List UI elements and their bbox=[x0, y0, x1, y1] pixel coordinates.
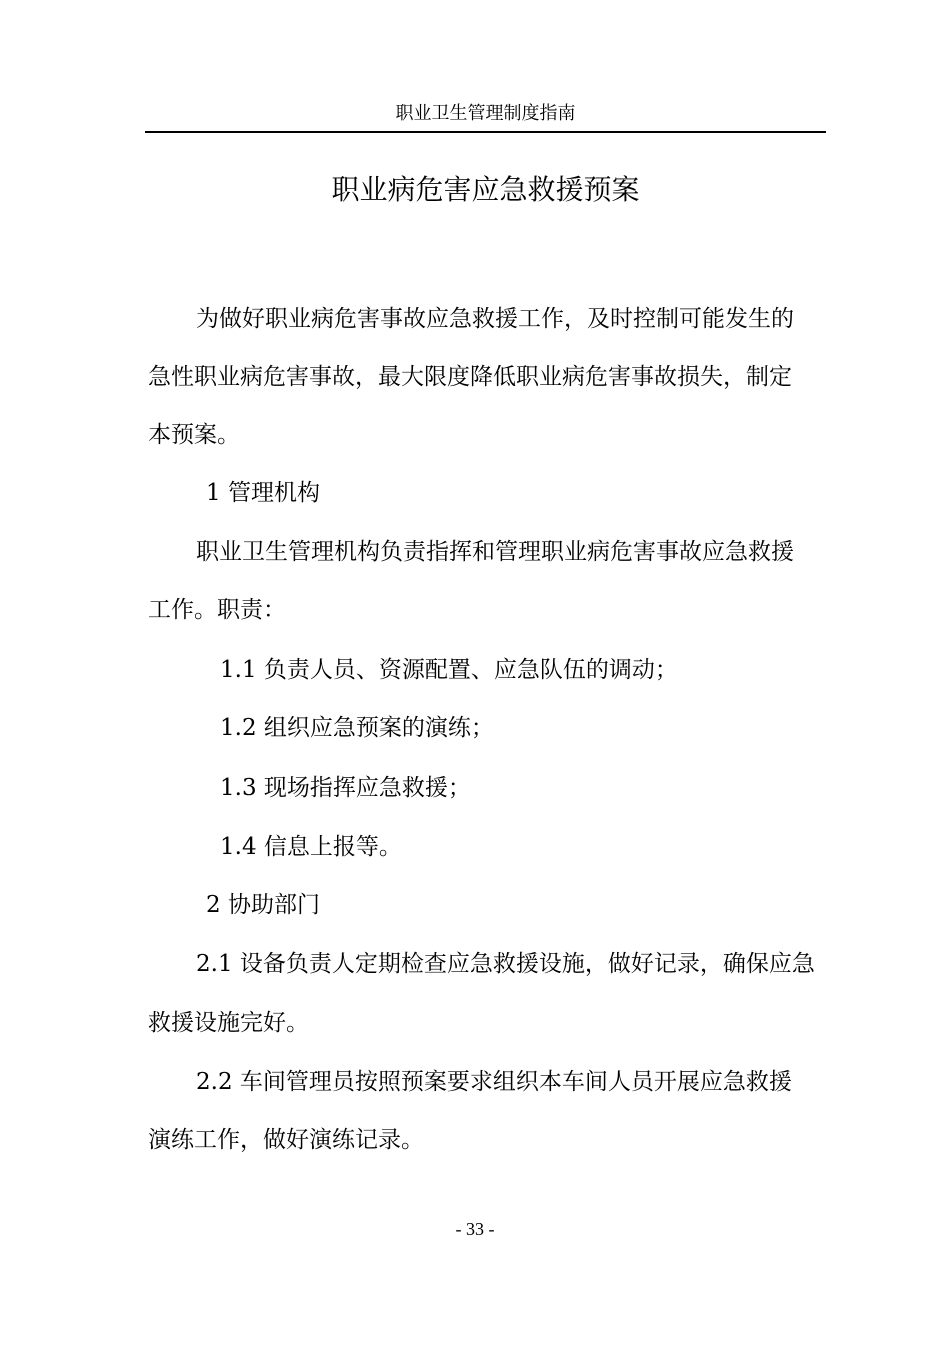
intro-line-2: 急性职业病危害事故，最大限度降低职业病危害事故损失，制定 bbox=[148, 364, 792, 390]
list-item-1-4: 1.4 信息上报等。 bbox=[220, 834, 402, 860]
section1-body-line-2: 工作。职责： bbox=[148, 597, 286, 623]
section2-item2-line-2: 演练工作，做好演练记录。 bbox=[148, 1127, 424, 1153]
section-heading-management: 1 管理机构 bbox=[206, 480, 320, 506]
list-item-1-3: 1.3 现场指挥应急救援； bbox=[220, 775, 471, 801]
list-item-1-2: 1.2 组织应急预案的演练； bbox=[220, 715, 494, 741]
document-title: 职业病危害应急救援预案 bbox=[331, 173, 640, 206]
intro-line-3: 本预案。 bbox=[148, 422, 240, 448]
list-item-1-1: 1.1 负责人员、资源配置、应急队伍的调动； bbox=[220, 657, 678, 683]
section2-item1-line-1: 2.1 设备负责人定期检查应急救援设施，做好记录，确保应急 bbox=[196, 951, 815, 977]
section2-item2-line-1: 2.2 车间管理员按照预案要求组织本车间人员开展应急救援 bbox=[196, 1069, 792, 1095]
running-header: 职业卫生管理制度指南 bbox=[395, 103, 576, 124]
header-rule bbox=[145, 131, 826, 133]
page-number: - 33 - bbox=[455, 1219, 495, 1239]
intro-line-1: 为做好职业病危害事故应急救援工作，及时控制可能发生的 bbox=[196, 306, 794, 332]
section1-body-line-1: 职业卫生管理机构负责指挥和管理职业病危害事故应急救援 bbox=[196, 539, 794, 565]
section-heading-support: 2 协助部门 bbox=[206, 892, 320, 918]
section2-item1-line-2: 救援设施完好。 bbox=[148, 1010, 309, 1036]
